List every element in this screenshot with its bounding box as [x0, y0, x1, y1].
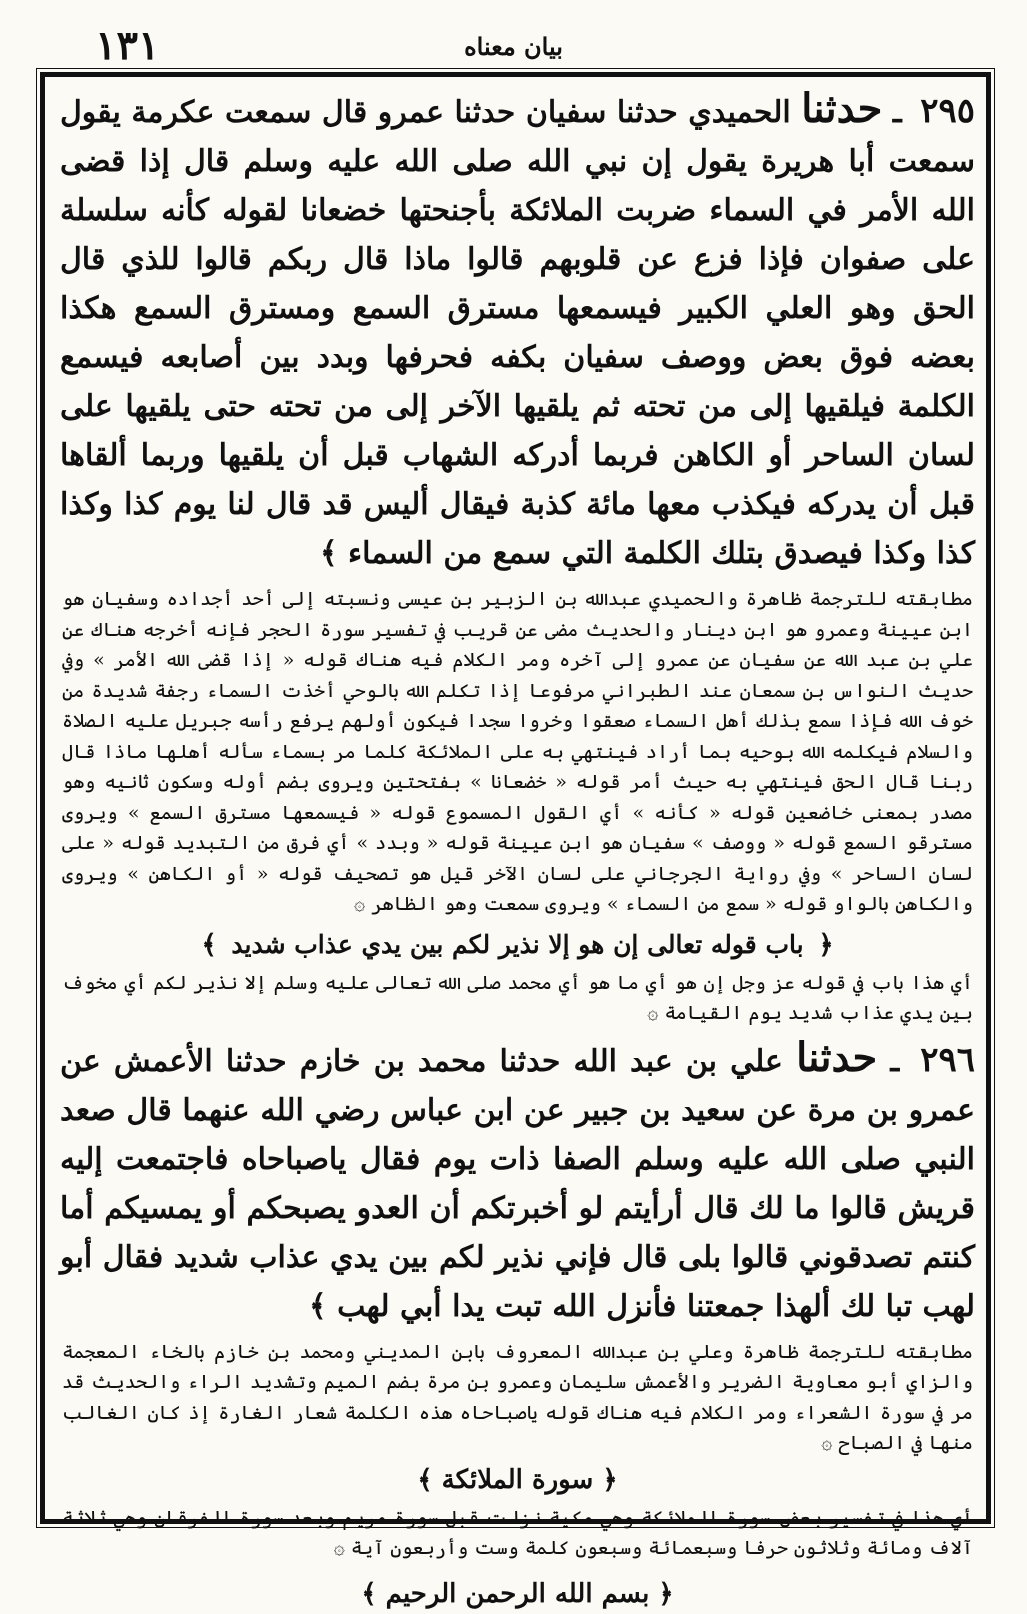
hadith-number: ٢٩٥	[920, 91, 975, 131]
commentary-296: مطابقته للترجمة ظاهرة وعلي بن عبدالله المعروف بابن المديني ومحمد بن خازم بالخاء المعجمة والزاي أبو معاوية الضرير والأعمش سليمان وعمرو بن مرة بضم الميم وتشديد الراء والحديث قد مر في سورة الشعراء ومر الكلام فيه هناك قوله ياصباحاه هذه الكلمة شعار الغارة إذ كان الغالب منها في الصباح ۞	[62, 1340, 973, 1454]
ornament-open-icon: ﴿	[602, 1464, 618, 1495]
hadith-dash: ـ	[890, 1043, 900, 1079]
ornament-close-icon: ﴾	[361, 1578, 377, 1609]
ornament-open-icon: ﴿	[818, 929, 834, 960]
surah-heading	[62, 1463, 973, 1497]
page-content	[50, 82, 985, 1609]
hadith-lead-word: حدثنا	[796, 1033, 878, 1081]
hadith-text: الحميدي حدثنا سفيان حدثنا عمرو قال سمعت عكرمة يقول سمعت أبا هريرة يقول إن نبي الله صلى الله عليه وسلم قال إذا قضى الله الأمر في السماء ضربت الملائكة بأجنحتها خضعانا لقوله كأنه سلسلة على صفوان فإذا فزع عن قلوبهم قالوا ماذا قال ربكم قالوا للذي قال الحق وهو العلي الكبير فيسمعها مسترق السمع ومسترق السمع هكذا بعضه فوق بعض ووصف سفيان بكفه فحرفها وبدد بين أصابعه فيسمع الكلمة فيلقيها إلى من تحته ثم يلقيها الآخر إلى من تحته حتى يلقيها على لسان الساحر أو الكاهن فربما أدركه الشهاب قبل أن يلقيها وربما ألقاها قبل أن يدركه فيكذب معها مائة كذبة فيقال أليس قد قال لنا يوم كذا وكذا كذا وكذا فيصدق بتلك الكلمة التي سمع من السماء	[60, 95, 975, 571]
page-number: ١٣١	[95, 22, 160, 69]
hadith-dash: ـ	[892, 95, 902, 130]
hadith-text: علي بن عبد الله حدثنا محمد بن خازم حدثنا الأعمش عن عمرو بن مرة عن سعيد بن جبير عن ابن عباس رضي الله عنهما قال صعد النبي صلى الله عليه وسلم الصفا ذات يوم فقال ياصباحاه فاجتمعت إليه قريش قالوا ما لك قال أرأيتم لو أخبرتكم أن العدو يصبحكم أو يمسيكم أما كنتم تصدقوني قالوا بلى قال فإني نذير لكم بين يدي عذاب شديد فقال أبو لهب تبا لك ألهذا جمعتنا فأنزل الله تبت يدا أبي لهب	[60, 1043, 975, 1324]
bismillah	[50, 1574, 985, 1614]
end-ornament-icon: ﴾	[320, 536, 338, 571]
commentary-chapter: أي هذا باب في قوله عز وجل إن هو أي ما هو أي محمد صلى الله تعالى عليه وسلم إلا نذير لكم أي مخوف بين يدي عذاب شديد يوم القيامة ۞	[62, 971, 973, 1024]
hadith-295	[60, 84, 975, 578]
hadith-296	[60, 1033, 975, 1331]
surah-title	[417, 1463, 617, 1497]
end-ornament-icon: ﴾	[309, 1288, 327, 1324]
ornament-close-icon: ﴾	[417, 1464, 433, 1495]
hadith-number: ٢٩٦	[920, 1039, 976, 1080]
bismillah-text: بسم الله الرحمن الرحيم	[385, 1578, 650, 1609]
ornament-close-icon: ﴾	[201, 929, 217, 960]
chapter-title: قوله تعالى إن هو إلا نذير لكم بين يدي عذاب شديد	[231, 929, 757, 959]
hadith-lead-word: حدثنا	[801, 85, 883, 132]
chapter-label: باب	[765, 929, 804, 959]
ornament-open-icon: ﴿	[658, 1578, 674, 1609]
surah-title-text: سورة الملائكة	[441, 1464, 594, 1495]
chapter-heading	[50, 928, 985, 962]
commentary-surah: أي هذا في تفسير بعض سورة الملائكة وهي مكية نزلت قبل سورة مريم وبعد سورة الفرقان وهي ثلاثة آلاف ومائة وثلاثون حرفا وسبعمائة وسبعون كلمة وست وأربعون آية ۞	[62, 1506, 973, 1559]
commentary-295: مطابقته للترجمة ظاهرة والحميدي عبدالله بن الزبير بن عيسى ونسبته إلى أحد أجداده وسفيان هو ابن عيينة وعمرو هو ابن دينار والحديث مضى عن قريب في تفسير سورة الحجر فإنه أخرجه هناك عن علي بن عبد الله عن سفيان عن عمرو إلى آخره ومر الكلام فيه هناك قوله « إذا قضى الله الأمر » وفي حديث النواس بن سمعان عند الطبراني مرفوعا إذا تكلم الله بالوحي أخذت السماء رجفة شديدة من خوف الله فإذا سمع بذلك أهل السماء صعقوا وخروا سجدا فيكون أولهم يرفع رأسه جبريل عليه الصلاة والسلام فيكلمه الله بوحيه بما أراد فينتهي به على الملائكة كلما مر بسماء سأله أهلها ماذا قال ربنا قال الحق فينتهي به حيث أمر قوله « خضعانا » بفتحتين ويروى بضم أوله وسكون ثانيه وهو مصدر بمعنى خاضعين قوله « كأنه » أي القول المسموع قوله « فيسمعها مسترق السمع » ويروى مسترقو السمع قوله « ووصف » سفيان هو ابن عيينة قوله « وبدد » أي فرق من التبديد قوله « على لسان الساحر » وفي رواية الجرجاني على لسان الآخر قيل هو تصحيف قوله « أو الكاهن » ويروى والكاهن بالواو قوله « سمع من السماء » ويروى سمعت وهو الظاهر ۞	[62, 588, 973, 915]
running-title: بيان معناه	[464, 32, 563, 61]
